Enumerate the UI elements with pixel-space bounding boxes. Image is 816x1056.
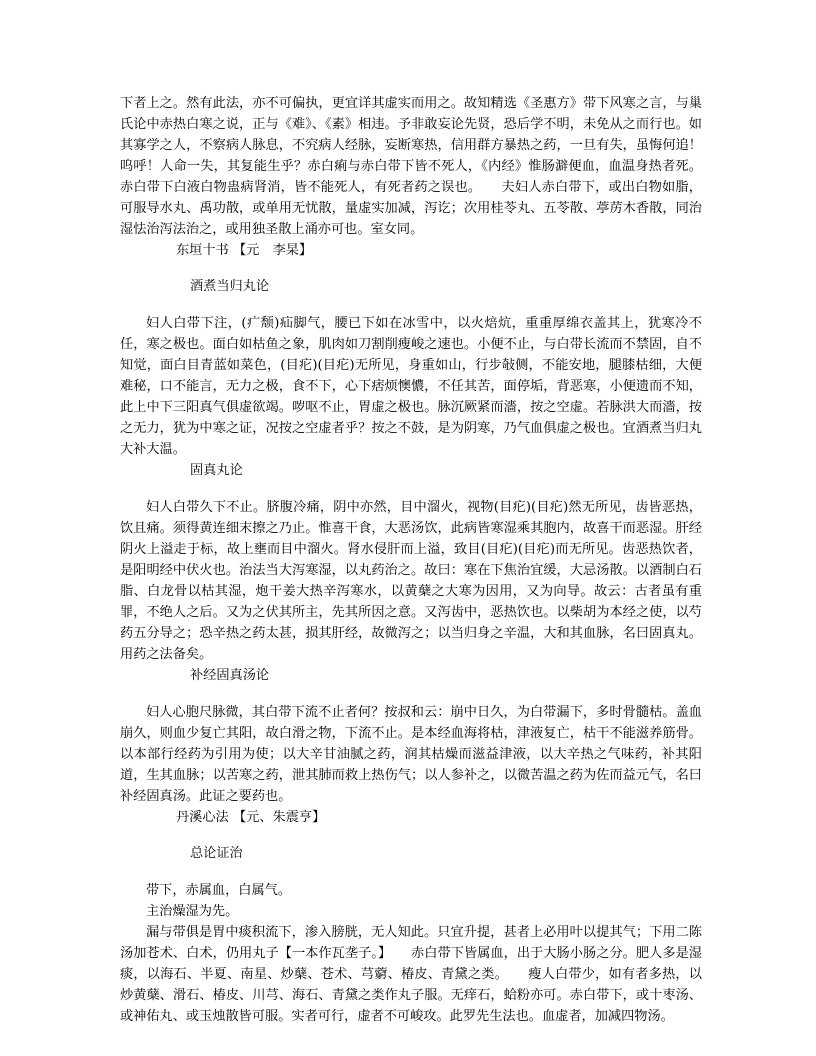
section-title-jiuzhu-danggui: 酒煮当归丸论 bbox=[190, 279, 270, 294]
paragraph-bujing-guzhen: 妇人心胞尺脉微，其白带下流不止者何？按叔和云：崩中日久，为白带漏下，多时骨髓枯。盖血崩久，则血少复亡其阳，故白滑之物，下流不止。是本经血海将枯，津液复亡，枯干不能滋养筋骨。以本部行经药为引用为使；以大辛甘油腻之药，润其枯燥而滋益津液，以大辛热之气味药，补其阳道，生其血脉；以苦寒之药，泄其肺而救上热伤气；以人参补之，以微苦温之药为佐而益元气，名曰补经固真汤。此证之要药也。 bbox=[120, 705, 702, 804]
intro-paragraph: 下者上之。然有此法，亦不可偏执，更宜详其虚实而用之。故知精选《圣惠方》带下风寒之言，与巢氏论中赤热白寒之说，正与《难》、《素》相违。予非敢妄论先贤，恐后学不明，未免从之而行也。如其寡学之人，不察病人脉息，不究病人经脉，妄断寒热，信用群方暴热之药，一旦有失，虽悔何追！呜呼！人命一失，其复能生乎？赤白痢与赤白带下皆不死人，《内经》惟肠澼便血，血温身热者死。赤白带下白液白物蛊病肾消，皆不能死人，有死者药之误也。 夫妇人赤白带下，或出白物如脂，可服导水丸、禹功散，或单用无忧散，量虚实加减，泻讫；次用桂苓丸、五苓散、葶苈木香散，同治湿怯治泻法治之，或用独圣散上涌亦可也。室女同。 bbox=[120, 96, 702, 237]
section-title-bujing-guzhen: 补经固真汤论 bbox=[190, 668, 270, 683]
section-title-zonglun: 总论证治 bbox=[190, 846, 243, 861]
source-heading-dongyuan: 东垣十书 【元 李杲】 bbox=[176, 243, 313, 258]
document-page bbox=[120, 93, 702, 1027]
paragraph-jiuzhu-danggui: 妇人白带下注，(疒颓)疝脚气，腰已下如在冰雪中，以火焙炕，重重厚绵衣盖其上，犹寒冷不任，寒之极也。面白如枯鱼之象，肌肉如刀割削瘦峻之速也。小便不止，与白带长流而不禁固，自不知觉，面白目青蓝如菜色，(目疕)(目疕)无所见，身重如山，行步敧侧，不能安地，腿膝枯细，大便难秘，口不能言，无力之极，食不下，心下痞烦懊憹，不任其苦，面停垢，背恶寒，小便遗而不知，此上中下三阳真气俱虚欲竭。哕呕不止，胃虚之极也。脉沉厥紧而濇，按之空虚。若脉洪大而濇，按之无力，犹为中寒之证，况按之空虚者乎？按之不鼓，是为阴寒，乃气血俱虚之极也。宜酒煮当归丸大补大温。 bbox=[120, 316, 702, 457]
paragraph-guzhen-wan: 妇人白带久下不止。脐腹冷痛，阴中亦然，目中溜火，视物(目疕)(目疕)然无所见，齿皆恶热，饮且痛。须得黄连细末擦之乃止。惟喜干食，大恶汤饮，此病皆寒湿乘其胞内，故喜干而恶湿。肝经阴火上溢走于标，故上壅而目中溜火。肾水侵肝而上溢，致目(目疕)(目疕)而无所见。齿恶热饮者，是阳明经中伏火也。治法当大泻寒湿，以丸药治之。故曰：寒在下焦治宜缓，大忌汤散。以酒制白石脂、白龙骨以枯其湿，炮干姜大热辛泻寒水，以黄蘖之大寒为因用，又为向导。故云：古者虽有重罪，不绝人之后。又为之伏其所主，先其所因之意。又泻齿中，恶热饮也。以柴胡为本经之使，以芍药五分导之；恐辛热之药太甚，损其肝经，故微泻之；以当归身之辛温，大和其血脉，名曰固真丸。用药之法备矣。 bbox=[120, 500, 702, 662]
line-daixia-xueqi: 带下，赤属血，白属气。 bbox=[146, 883, 292, 898]
section-title-guzhen-wan: 固真丸论 bbox=[190, 463, 243, 478]
paragraph-zonglun: 漏与带俱是胃中痰积流下，渗入膀胱，无人知此。只宜升提，甚者上必用叶以提其气；下用二陈汤加苍术、白术，仍用丸子【一本作瓦垄子。】 赤白带下皆属血，出于大肠小肠之分。肥人多是湿痰，以海石、半夏、南星、炒蘖、苍术、芎藭、椿皮、青黛之类。 瘦人白带少，如有者多热，以炒黄蘖、滑石、椿皮、川芎、海石、青黛之类作丸子服。无痒石，蛤粉亦可。赤白带下，或十枣汤、或神佑丸、或玉烛散皆可服。实者可行，虚者不可峻攻。此罗先生法也。血虚者，加减四物汤。 bbox=[120, 925, 702, 1024]
source-heading-danxi: 丹溪心法 【元、朱震亨】 bbox=[176, 810, 326, 825]
line-zhuzhi: 主治燥湿为先。 bbox=[146, 904, 239, 919]
